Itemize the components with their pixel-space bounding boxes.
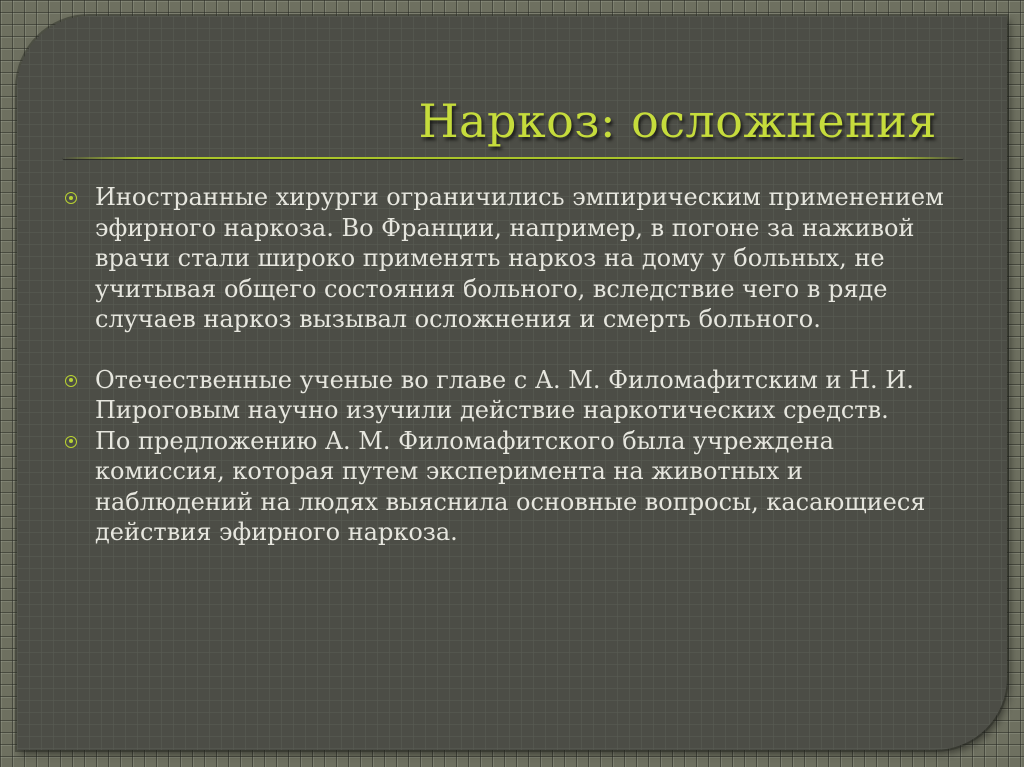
bullet-list [65,182,965,548]
circle-bullet-icon [65,192,77,204]
bullet-text: Отечественные ученые во главе с А. М. Филомафитским и Н. И. Пироговым научно изучили действие наркотических средств. [95,365,914,424]
slide-panel [17,16,1007,750]
list-item [65,365,965,426]
circle-bullet-icon [65,436,77,448]
bullet-text: По предложению А. М. Филомафитского была учреждена комиссия, которая путем эксперимента на животных и наблюдений на людях выяснила основные вопросы, касающиеся действия эфирного наркоза. [95,426,926,546]
title-divider [63,157,963,159]
circle-bullet-icon [65,375,77,387]
bullet-text: Иностранные хирурги ограничились эмпирическим применением эфирного наркоза. Во Франции, например, в погоне за наживой врачи стали широко применять наркоз на дому у больных, не учитывая общего состояния больного, вследствие чего в ряде случаев наркоз вызывал осложнения и смерть больного. [95,183,944,333]
list-item [65,426,965,548]
list-item [65,182,965,335]
slide-title: Наркоз: осложнения [418,94,937,148]
